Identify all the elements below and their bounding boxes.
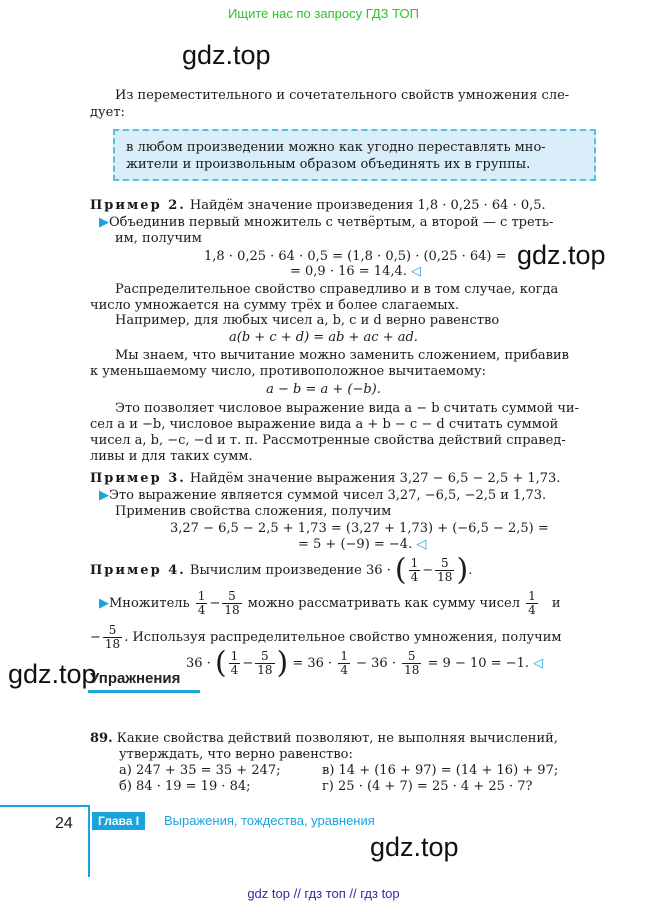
- numerator: 1: [340, 649, 348, 663]
- example-3-equation-2: [298, 537, 426, 553]
- intro-line-1: Из переместительного и сочетательного свойств умножения сле-: [115, 88, 570, 103]
- paren-open: (: [394, 552, 407, 588]
- minus-36: − 36 ·: [356, 656, 396, 671]
- fraction-5-18: [255, 650, 274, 677]
- watermark-1: gdz.top: [182, 40, 271, 70]
- numerator: 5: [255, 650, 274, 664]
- exercise-number: 89.: [90, 731, 113, 746]
- example-2-equation-1: 1,8 · 0,25 · 64 · 0,5 = (1,8 · 0,5) · (0,25 · 64) =: [204, 249, 507, 264]
- exercise-89-question-2: утверждать, что верно равенство:: [119, 747, 353, 762]
- example-2-label: Пример 2.: [90, 198, 186, 213]
- example-3-equation-1: 3,27 − 6,5 − 2,5 + 1,73 = (3,27 + 1,73) + (−6,5 − 2,5) =: [170, 521, 549, 536]
- operator-minus: −: [209, 596, 221, 611]
- footer-rule: [0, 805, 88, 807]
- example-3-line-1: [99, 488, 546, 504]
- consider-text: можно рассматривать как сумму чисел: [247, 596, 520, 611]
- end-solution-icon: ◁: [533, 656, 544, 671]
- example-4-equation: [186, 645, 544, 681]
- period: .: [468, 563, 473, 578]
- numerator: 5: [222, 590, 241, 604]
- rule-line-2: жители и произвольным образом объединять их в группы.: [126, 157, 531, 172]
- denominator: 18: [257, 663, 273, 677]
- end-solution-icon: ◁: [416, 537, 427, 552]
- subtraction-line-6: ливы и для таких сумм.: [90, 449, 253, 464]
- fraction-5-18: [222, 590, 241, 617]
- fraction-5-18: [402, 650, 421, 677]
- chapter-label: Глава I: [92, 812, 145, 830]
- subtraction-line-3: Это позволяет числовое выражение вида a − b считать суммой чи-: [115, 401, 579, 416]
- example-2-line-2: им, получим: [115, 231, 202, 246]
- fraction-1-4: [409, 557, 421, 584]
- fraction-5-18: [435, 557, 454, 584]
- example-2-result: = 0,9 · 16 = 14,4.: [290, 264, 407, 279]
- end-solution-icon: ◁: [411, 264, 422, 279]
- exercise-item-g: г) 25 · (4 + 7) = 25 · 4 + 25 · 7?: [322, 779, 533, 794]
- exercise-89-question-1: [90, 731, 558, 747]
- example-4-line-1: [99, 590, 561, 617]
- example-3-heading: [90, 471, 560, 487]
- denominator: 18: [404, 663, 420, 677]
- distributive-formula: a(b + c + d) = ab + ac + ad.: [229, 330, 418, 345]
- example-2-heading: [90, 198, 546, 214]
- denominator: 18: [437, 570, 453, 584]
- example-3-text-1: Это выражение является суммой чисел 3,27, −6,5, −2,5 и 1,73.: [109, 488, 547, 503]
- operator-minus: −: [422, 563, 434, 578]
- fraction-1-4: [196, 590, 208, 617]
- footer-vertical-rule: [88, 805, 90, 877]
- exercise-item-b: б) 84 · 19 = 19 · 84;: [119, 779, 251, 794]
- numerator: 5: [402, 650, 421, 664]
- example-4-label: Пример 4.: [90, 563, 186, 578]
- subtraction-line-4: сел a и −b, числовое выражение вида a + b − c − d считать суммой: [90, 417, 559, 432]
- example-2-text-1: Объединив первый множитель с четвёртым, а второй — с треть-: [109, 215, 554, 230]
- rule-line-1: в любом произведении можно как угодно переставлять мно-: [126, 140, 546, 155]
- denominator: 4: [197, 603, 206, 617]
- fraction-1-4: [338, 650, 350, 677]
- example-3-line-2: Применив свойства сложения, получим: [115, 504, 392, 519]
- example-4-line-2: [90, 624, 561, 651]
- denominator: 4: [528, 603, 536, 617]
- page-number: 24: [55, 815, 73, 832]
- example-3-task: Найдём значение выражения 3,27 − 6,5 − 2,5 + 1,73.: [189, 471, 561, 486]
- and-word: и: [551, 596, 561, 611]
- chapter-title: Выражения, тождества, уравнения: [164, 813, 375, 828]
- numerator: 1: [528, 589, 536, 603]
- solution-arrow-icon: ▶: [99, 488, 109, 503]
- fraction-1-4: [526, 590, 538, 617]
- paren-open: (: [214, 645, 227, 681]
- exercise-item-v: в) 14 + (16 + 97) = (14 + 16) + 97;: [322, 763, 559, 778]
- using-text: . Используя распределительное свойство умножения, получим: [124, 630, 562, 645]
- example-3-label: Пример 3.: [90, 471, 186, 486]
- fraction-5-18: [103, 624, 122, 651]
- example-2-equation-2: [290, 264, 421, 280]
- watermark-2: gdz.top: [517, 240, 606, 270]
- example-2-line-1: [99, 215, 553, 231]
- watermark-4: gdz.top: [370, 832, 459, 862]
- intro-line-2: дует:: [90, 105, 125, 120]
- subtraction-line-2: к уменьшаемому число, противоположное вычитаемому:: [90, 364, 487, 379]
- minus-sign: −: [90, 630, 101, 645]
- example-4-task: Вычислим произведение 36 ·: [189, 563, 391, 578]
- subtraction-line-1: Мы знаем, что вычитание можно заменить сложением, прибавив: [115, 348, 569, 363]
- denominator: 4: [410, 570, 419, 584]
- example-3-result: = 5 + (−9) = −4.: [298, 537, 413, 552]
- distributive-line-2: число умножается на сумму трёх и более слагаемых.: [90, 298, 460, 313]
- paren-close: ): [276, 645, 289, 681]
- exercises-title: Упражнения: [90, 670, 181, 687]
- numerator: 1: [410, 556, 419, 570]
- solution-arrow-icon: ▶: [99, 596, 109, 611]
- numerator: 1: [230, 649, 239, 663]
- denominator: 4: [230, 663, 239, 677]
- multiplier-word: Множитель: [109, 596, 190, 611]
- denominator: 18: [104, 637, 121, 651]
- solution-arrow-icon: ▶: [99, 215, 109, 230]
- example-4-result: = 9 − 10 = −1.: [427, 656, 529, 671]
- example-4-heading: [90, 552, 473, 588]
- watermark-3: gdz.top: [8, 659, 97, 689]
- exercise-item-a: а) 247 + 35 = 35 + 247;: [119, 763, 281, 778]
- exercise-question-text-1: Какие свойства действий позволяют, не выполняя вычислений,: [116, 731, 558, 746]
- top-banner: Ищите нас по запросу ГДЗ ТОП: [228, 6, 419, 21]
- bottom-banner: gdz top // гдз топ // гдз top: [247, 886, 400, 901]
- numerator: 5: [103, 624, 122, 638]
- fraction-1-4: [229, 650, 241, 677]
- term-36: 36 ·: [186, 656, 211, 671]
- operator-minus: −: [242, 656, 254, 671]
- distributive-line-3: Например, для любых чисел a, b, c и d верно равенство: [115, 313, 500, 328]
- numerator: 5: [435, 557, 454, 571]
- subtraction-line-5: чисел a, b, −c, −d и т. п. Рассмотренные свойства действий справед-: [90, 433, 566, 448]
- distributive-line-1: Распределительное свойство справедливо и в том случае, когда: [115, 282, 559, 297]
- equals-36: = 36 ·: [292, 656, 333, 671]
- example-2-task: Найдём значение произведения 1,8 · 0,25 · 64 · 0,5.: [189, 198, 546, 213]
- denominator: 18: [224, 603, 240, 617]
- exercises-underline: [88, 690, 200, 693]
- paren-close: ): [456, 552, 469, 588]
- subtraction-formula: a − b = a + (−b).: [266, 382, 381, 397]
- numerator: 1: [197, 589, 206, 603]
- denominator: 4: [340, 663, 348, 677]
